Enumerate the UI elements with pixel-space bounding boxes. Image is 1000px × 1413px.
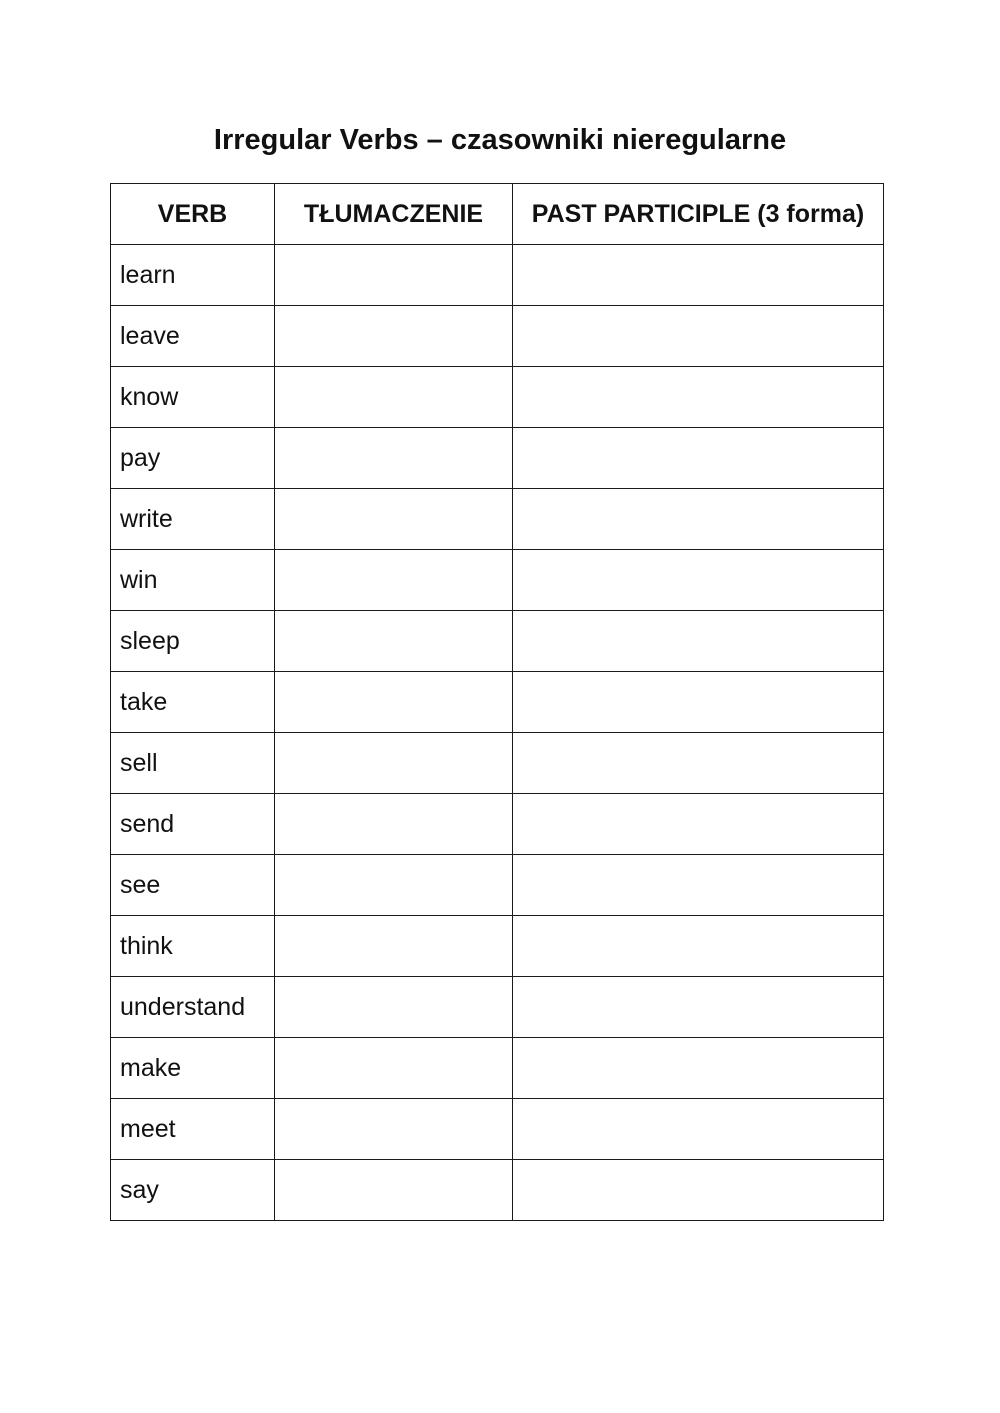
- translation-cell[interactable]: [275, 916, 513, 977]
- past-participle-cell[interactable]: [513, 367, 884, 428]
- verb-cell: sell: [111, 733, 275, 794]
- table-row: [111, 428, 884, 489]
- translation-cell[interactable]: [275, 367, 513, 428]
- past-participle-cell[interactable]: [513, 611, 884, 672]
- translation-cell[interactable]: [275, 550, 513, 611]
- verb-cell: see: [111, 855, 275, 916]
- past-participle-cell[interactable]: [513, 245, 884, 306]
- verb-cell: learn: [111, 245, 275, 306]
- past-participle-cell[interactable]: [513, 855, 884, 916]
- table-row: [111, 977, 884, 1038]
- verb-cell: write: [111, 489, 275, 550]
- table-row: [111, 1160, 884, 1221]
- verb-cell: meet: [111, 1099, 275, 1160]
- table-row: [111, 733, 884, 794]
- verb-cell: understand: [111, 977, 275, 1038]
- table-header-row: [111, 184, 884, 245]
- translation-cell[interactable]: [275, 1160, 513, 1221]
- table-row: [111, 672, 884, 733]
- header-verb: VERB: [111, 184, 275, 245]
- header-translation: TŁUMACZENIE: [275, 184, 513, 245]
- past-participle-cell[interactable]: [513, 1038, 884, 1099]
- table-row: [111, 245, 884, 306]
- verbs-table: [110, 183, 884, 1221]
- table-row: [111, 855, 884, 916]
- translation-cell[interactable]: [275, 794, 513, 855]
- translation-cell[interactable]: [275, 489, 513, 550]
- past-participle-cell[interactable]: [513, 489, 884, 550]
- table-row: [111, 550, 884, 611]
- verb-cell: win: [111, 550, 275, 611]
- header-past-participle: PAST PARTICIPLE (3 forma): [513, 184, 884, 245]
- table-row: [111, 1099, 884, 1160]
- table-row: [111, 794, 884, 855]
- table-row: [111, 306, 884, 367]
- translation-cell[interactable]: [275, 855, 513, 916]
- past-participle-cell[interactable]: [513, 1099, 884, 1160]
- table-row: [111, 916, 884, 977]
- past-participle-cell[interactable]: [513, 1160, 884, 1221]
- translation-cell[interactable]: [275, 733, 513, 794]
- translation-cell[interactable]: [275, 245, 513, 306]
- verb-cell: make: [111, 1038, 275, 1099]
- past-participle-cell[interactable]: [513, 733, 884, 794]
- translation-cell[interactable]: [275, 428, 513, 489]
- past-participle-cell[interactable]: [513, 794, 884, 855]
- table-row: [111, 367, 884, 428]
- past-participle-cell[interactable]: [513, 672, 884, 733]
- verb-cell: sleep: [111, 611, 275, 672]
- translation-cell[interactable]: [275, 611, 513, 672]
- table-row: [111, 489, 884, 550]
- verb-cell: know: [111, 367, 275, 428]
- verb-cell: leave: [111, 306, 275, 367]
- verb-cell: take: [111, 672, 275, 733]
- table-row: [111, 611, 884, 672]
- past-participle-cell[interactable]: [513, 306, 884, 367]
- verb-cell: think: [111, 916, 275, 977]
- verb-cell: say: [111, 1160, 275, 1221]
- translation-cell[interactable]: [275, 977, 513, 1038]
- translation-cell[interactable]: [275, 1099, 513, 1160]
- translation-cell[interactable]: [275, 306, 513, 367]
- translation-cell[interactable]: [275, 1038, 513, 1099]
- past-participle-cell[interactable]: [513, 916, 884, 977]
- past-participle-cell[interactable]: [513, 977, 884, 1038]
- table-row: [111, 1038, 884, 1099]
- verb-cell: send: [111, 794, 275, 855]
- past-participle-cell[interactable]: [513, 428, 884, 489]
- past-participle-cell[interactable]: [513, 550, 884, 611]
- verb-cell: pay: [111, 428, 275, 489]
- translation-cell[interactable]: [275, 672, 513, 733]
- page-title: Irregular Verbs – czasowniki nieregularne: [213, 124, 787, 156]
